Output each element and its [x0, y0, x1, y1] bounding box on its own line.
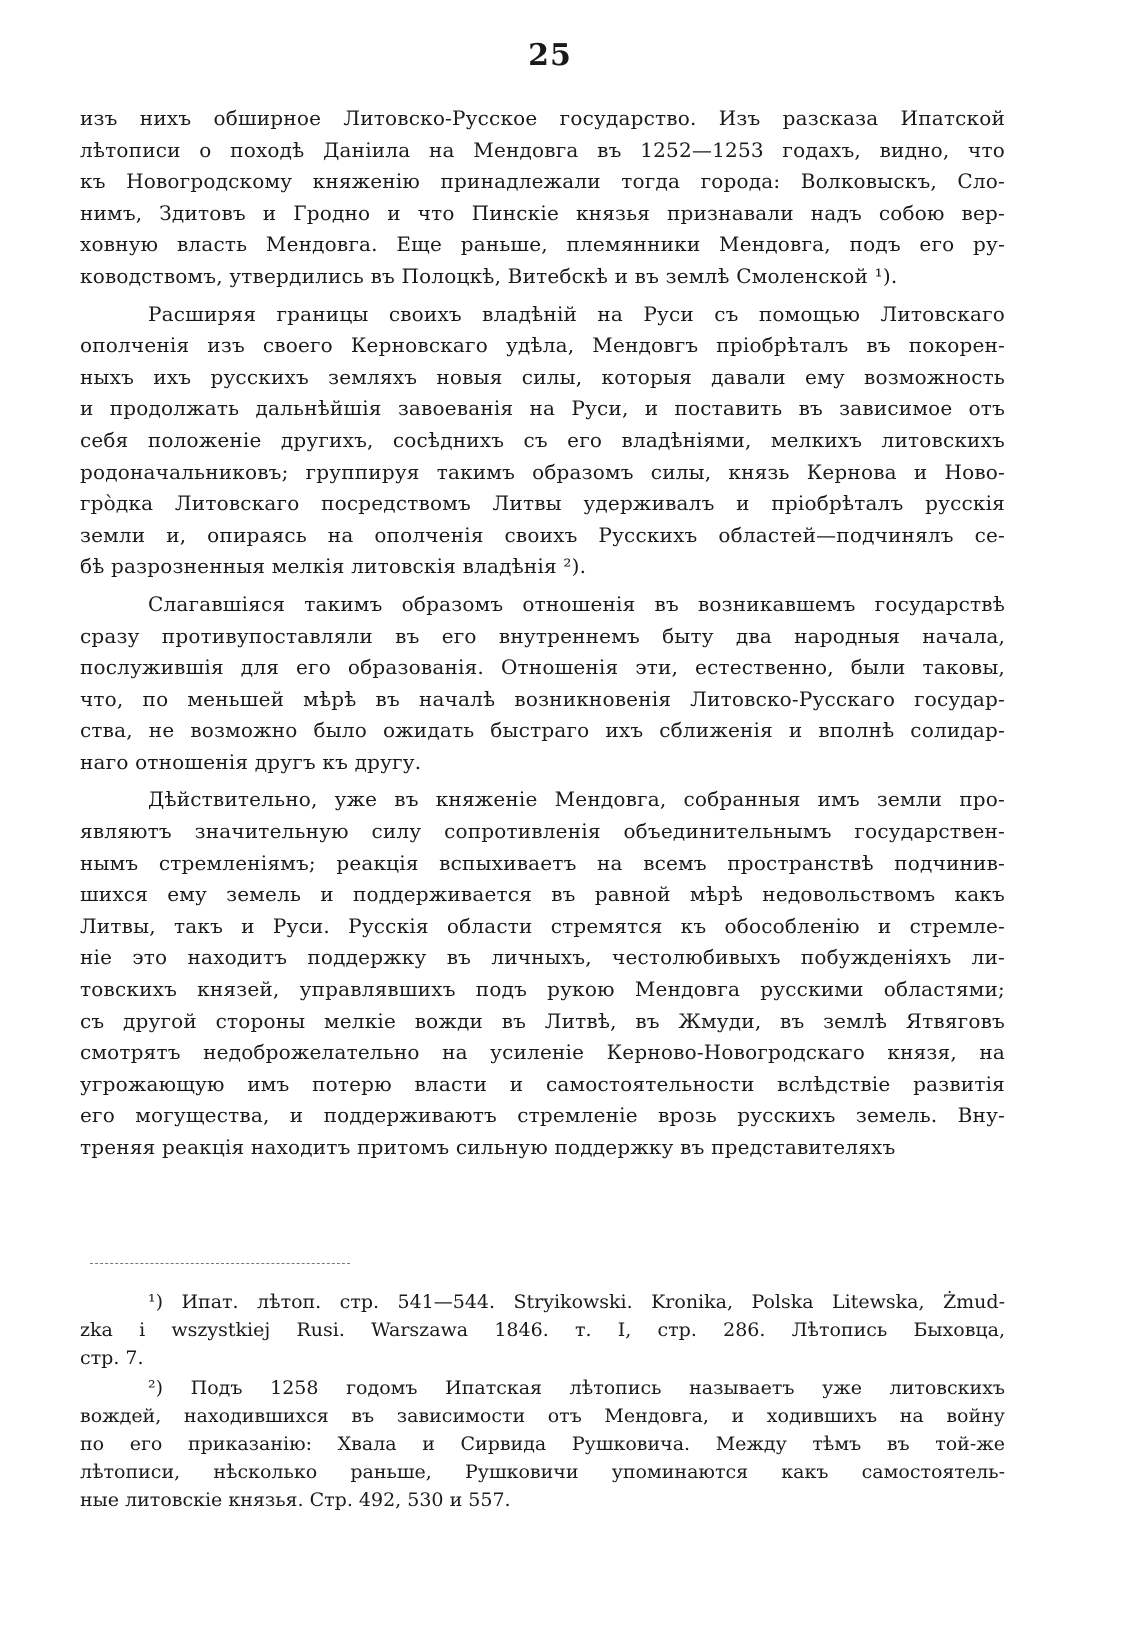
- text-line: ководствомъ, утвердились въ Полоцкѣ, Витебскѣ и въ землѣ Смоленской ¹).: [80, 263, 898, 288]
- text-line: ¹) Ипат. лѣтоп. стр. 541—544. Stryikowski. Kronika, Polska Litewska, Żmud-: [148, 1291, 1005, 1313]
- text-line: изъ нихъ обширное Литовско-Русское государство. Изъ разсказа Ипатской: [80, 106, 1005, 130]
- text-line: ства, не возможно было ожидать быстраго ихъ сближенія и вполнѣ солидар-: [80, 718, 1005, 743]
- text-line: ніе это находитъ поддержку въ личныхъ, честолюбивыхъ побужденіяхъ ли-: [80, 945, 1005, 970]
- paragraph: [80, 589, 1005, 779]
- text-line: по его приказанію: Хвала и Сирвида Рушковича. Между тѣмъ въ той-же: [80, 1433, 1005, 1455]
- text-line: треняя реакція находитъ притомъ сильную поддержку въ представителяхъ: [80, 1135, 896, 1159]
- text-line: товскихъ князей, управлявшихъ подъ рукою Мендовга русскими областями;: [80, 977, 1005, 1002]
- text-line: ныхъ ихъ русскихъ земляхъ новыя силы, которыя давали ему возможность: [80, 364, 1005, 389]
- footnote-separator: [90, 1263, 350, 1264]
- text-line: бѣ разрозненныя мелкія литовскія владѣнія ²).: [80, 554, 587, 579]
- page-number: 25: [528, 38, 572, 73]
- paragraph: [80, 103, 1005, 293]
- text-line: ховную власть Мендовга. Еще раньше, племянники Мендовга, подъ его ру-: [80, 232, 1005, 257]
- text-line: ополченія изъ своего Керновскаго удѣла, Мендовгъ пріобрѣталъ въ покорен-: [80, 333, 1005, 358]
- footnote: [80, 1288, 1005, 1372]
- text-line: себя положеніе другихъ, сосѣднихъ съ его владѣніями, мелкихъ литовскихъ: [80, 427, 1005, 452]
- text-line: лѣтописи о походѣ Даніила на Мендовга въ 1252—1253 годахъ, видно, что: [80, 137, 1005, 162]
- text-line: родоначальниковъ; группируя такимъ образомъ силы, князь Кернова и Ново-: [80, 459, 1005, 484]
- text-line: сразу противупоставляли въ его внутреннемъ быту два народныя начала,: [80, 623, 1005, 648]
- text-line: земли и, опираясь на ополченія своихъ Русскихъ областей—подчинялъ се-: [80, 522, 1005, 547]
- text-line: лѣтописи, нѣсколько раньше, Рушковичи упоминаются какъ самостоятель-: [80, 1461, 1005, 1483]
- text-line: ²) Подъ 1258 годомъ Ипатская лѣтопись называетъ уже литовскихъ: [148, 1377, 1005, 1399]
- text-line: смотрятъ недоброжелательно на усиленіе Керново-Новогродскаго князя, на: [80, 1040, 1005, 1065]
- text-line: грòдка Литовскаго посредствомъ Литвы удерживалъ и пріобрѣталъ русскія: [80, 491, 1005, 516]
- text-line: Слагавшіяся такимъ образомъ отношенія въ возникавшемъ государствѣ: [148, 591, 1005, 616]
- text-line: его могущества, и поддерживаютъ стремленіе врозь русскихъ земель. Вну-: [80, 1103, 1005, 1128]
- text-line: вождей, находившихся въ зависимости отъ Мендовга, и ходившихъ на войну: [80, 1405, 1005, 1427]
- text-line: шихся ему земель и поддерживается въ равной мѣрѣ недовольствомъ какъ: [80, 882, 1005, 907]
- text-line: что, по меньшей мѣрѣ въ началѣ возникновенія Литовско-Русскаго государ-: [80, 686, 1005, 711]
- text-line: являютъ значительную силу сопротивленія объединительнымъ государствен-: [80, 819, 1005, 844]
- text-line: и продолжать дальнѣйшія завоеванія на Руси, и поставить въ зависимое отъ: [80, 396, 1005, 421]
- text-line: послужившія для его образованія. Отношенія эти, естественно, были таковы,: [80, 655, 1005, 680]
- text-line: стр. 7.: [80, 1347, 144, 1369]
- text-line: Расширяя границы своихъ владѣній на Руси съ помощью Литовскаго: [148, 301, 1005, 326]
- text-line: угрожающую имъ потерю власти и самостоятельности вслѣдствіе развитія: [80, 1071, 1005, 1096]
- text-line: наго отношенія другъ къ другу.: [80, 749, 422, 774]
- text-line: zka i wszystkiej Rusi. Warszawa 1846. т. I, стр. 286. Лѣтопись Быховца,: [80, 1319, 1005, 1341]
- text-line: ные литовскіе князья. Стр. 492, 530 и 557.: [80, 1489, 511, 1511]
- text-line: Дѣйствительно, уже въ княженіе Мендовга, собранныя имъ земли про-: [148, 787, 1005, 812]
- text-line: нымъ стремленіямъ; реакція вспыхиваетъ на всемъ пространствѣ подчинив-: [80, 850, 1005, 875]
- main-text: [80, 103, 1005, 1164]
- footnotes: [80, 1288, 1005, 1514]
- text-line: съ другой стороны мелкіе вожди въ Литвѣ, въ Жмуди, въ землѣ Ятвяговъ: [80, 1008, 1005, 1033]
- paragraph: [80, 784, 1005, 1163]
- text-line: Литвы, такъ и Руси. Русскія области стремятся къ обособленію и стремле-: [80, 913, 1005, 938]
- footnote: [80, 1374, 1005, 1514]
- text-line: нимъ, Здитовъ и Гродно и что Пинскіе князья признавали надъ собою вер-: [80, 200, 1005, 225]
- text-line: къ Новогродскому княженію принадлежали тогда города: Волковыскъ, Сло-: [80, 169, 1005, 194]
- paragraph: [80, 299, 1005, 583]
